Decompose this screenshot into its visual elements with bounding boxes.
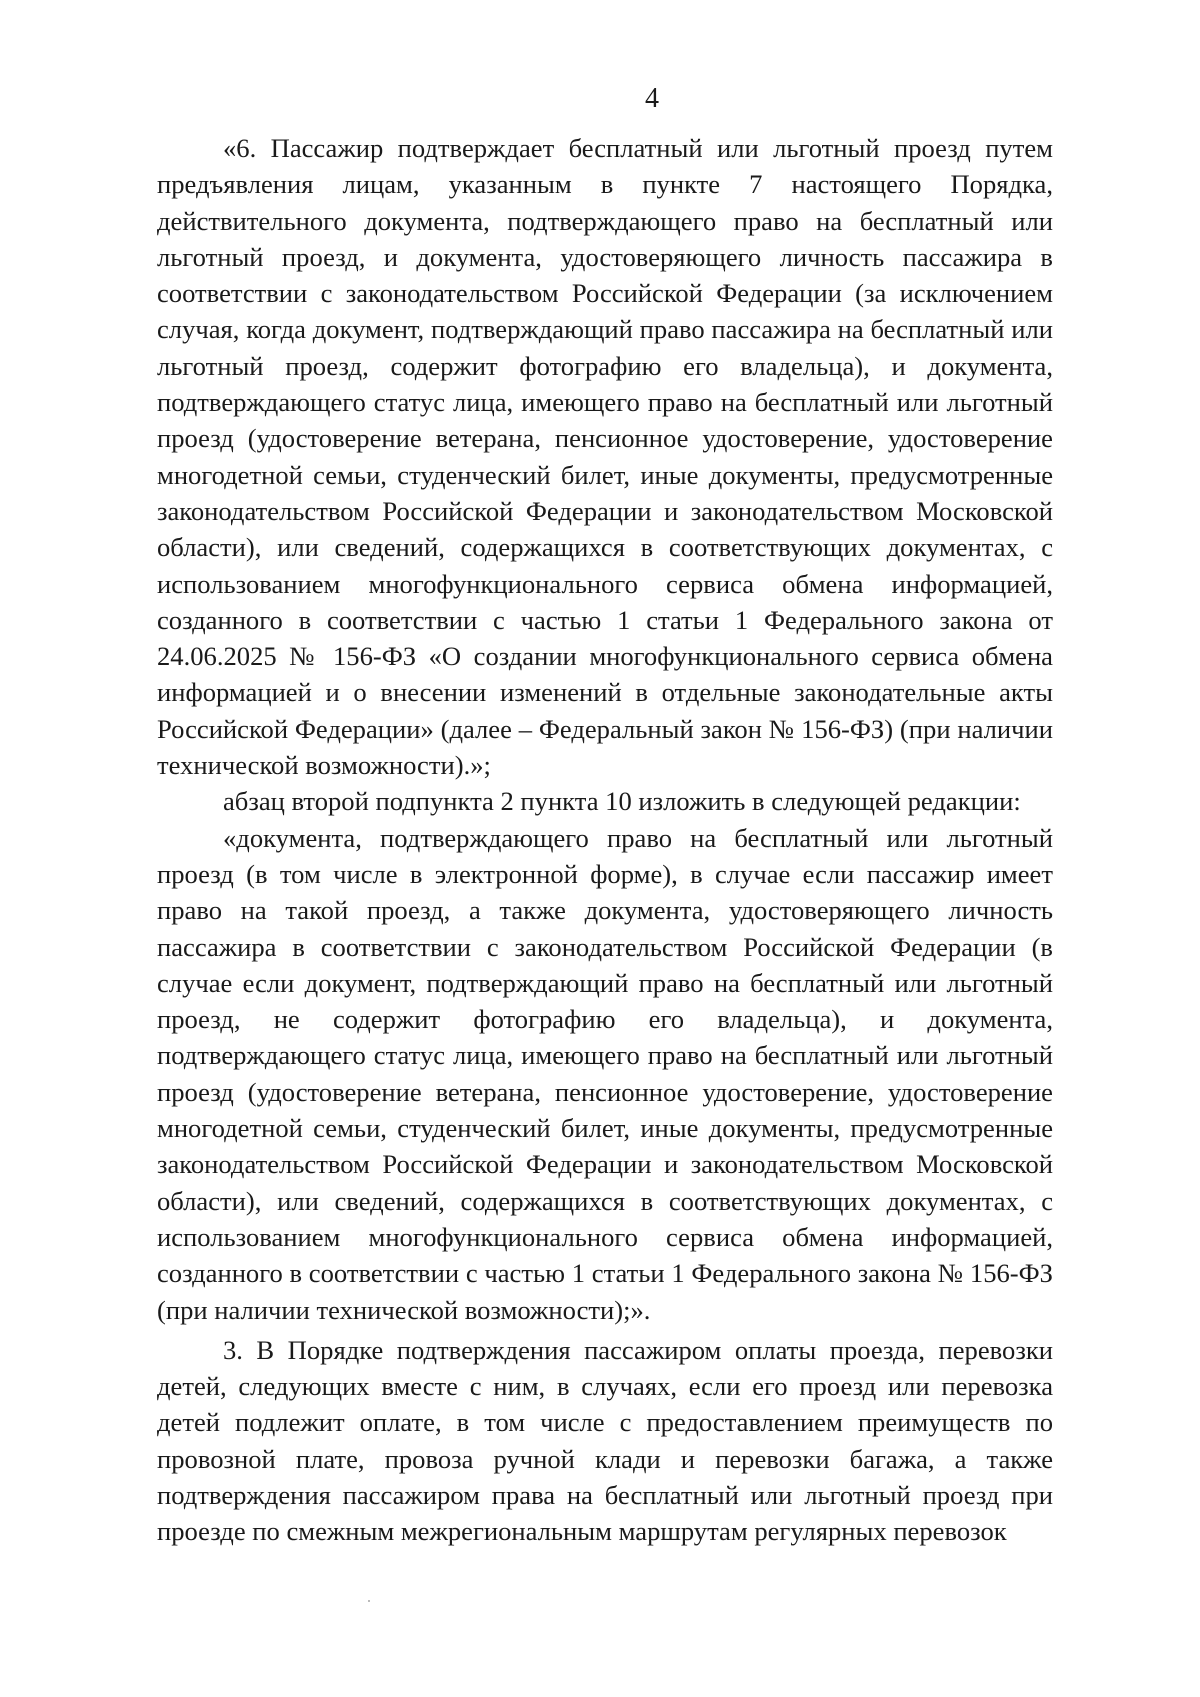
- page-number: 4: [645, 83, 659, 114]
- paragraph-amendment-text: «документа, подтверждающего право на бесплатный или льготный проезд (в том числе в электронной форме), в случае если пассажир имеет право на такой проезд, а также документа, удостоверяющего личность пассажира в соответствии с законодательством Российской Федерации (в случае если документ, подтверждающий право на бесплатный или льготный проезд, не содержит фотографию его владельца), и документа, подтверждающего статус лица, имеющего право на бесплатный или льготный проезд (удостоверение ветерана, пенсионное удостоверение, удостоверение многодетной семьи, студенческий билет, иные документы, предусмотренные законодательством Российской Федерации и законодательством Московской области), или сведений, содержащихся в соответствующих документах, с использованием многофункционального сервиса обмена информацией, созданного в соответствии с частью 1 статьи 1 Федерального закона № 156-ФЗ (при наличии технической возможности);».: [157, 822, 1053, 1325]
- paragraph-amendment-intro: абзац второй подпункта 2 пункта 10 изложить в следующей редакции:: [223, 786, 1021, 817]
- paragraph-clause-6: «6. Пассажир подтверждает бесплатный или льготный проезд путем предъявления лицам, указанным в пункте 7 настоящего Порядка, действительного документа, подтверждающего право на бесплатный или льготный проезд, и документа, удостоверяющего личность пассажира в соответствии с законодательством Российской Федерации (за исключением случая, когда документ, подтверждающий право пассажира на бесплатный или льготный проезд, содержит фотографию его владельца), и документа, подтверждающего статус лица, имеющего право на бесплатный или льготный проезд (удостоверение ветерана, пенсионное удостоверение, удостоверение многодетной семьи, студенческий билет, иные документы, предусмотренные законодательством Российской Федерации и законодательством Московской области), или сведений, содержащихся в соответствующих документах, с использованием многофункционального сервиса обмена информацией, созданного в соответствии с частью 1 статьи 1 Федерального закона от 24.06.2025 № 156-ФЗ «О создании многофункционального сервиса обмена информацией и о внесении изменений в отдельные законодательные акты Российской Федерации» (далее – Федеральный закон № 156-ФЗ) (при наличии технической возможности).»;: [157, 133, 1053, 781]
- scan-speck: [368, 1600, 370, 1602]
- document-body: [157, 130, 1053, 1550]
- paragraph-item-3: 3. В Порядке подтверждения пассажиром оплаты проезда, перевозки детей, следующих вместе с ним, в случаях, если его проезд или перевозка детей подлежит оплате, в том числе с предоставлением преимуществ по провозной плате, провоза ручной клади и перевозки багажа, а также подтверждения пассажиром права на бесплатный или льготный проезд при проезде по смежным межрегиональным маршрутам регулярных перевозок: [157, 1334, 1053, 1547]
